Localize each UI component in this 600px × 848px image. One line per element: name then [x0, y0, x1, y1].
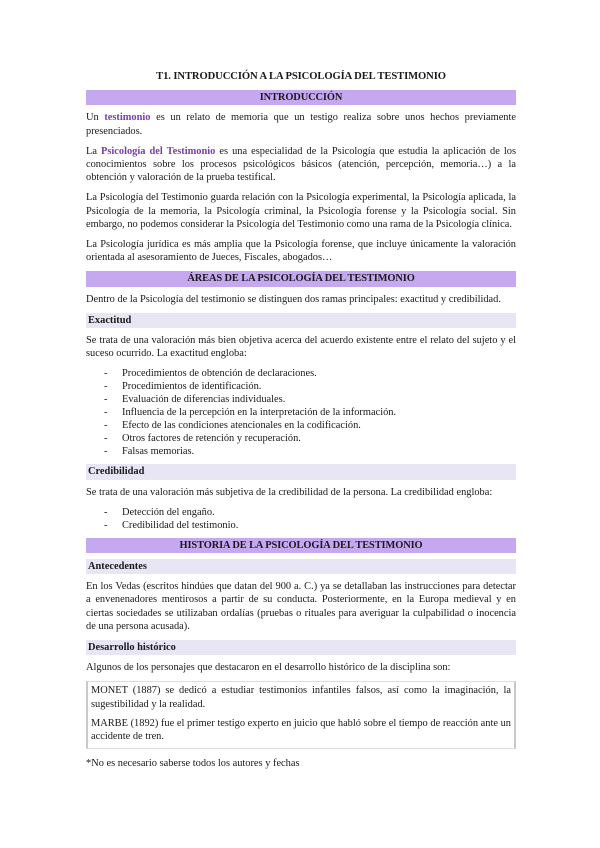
section-header-historia: HISTORIA DE LA PSICOLOGÍA DEL TESTIMONIO [86, 538, 516, 553]
list-item: - Otros factores de retención y recuperación. [86, 432, 516, 445]
list-exactitud [86, 367, 516, 458]
section-header-introduccion: INTRODUCCIÓN [86, 90, 516, 105]
paragraph-antecedentes: En los Vedas (escritos hindúes que datan del 900 a. C.) ya se detallaban las instrucciones para detectar a envenenadores mentirosos a partir de su conducta. Posteriormente, en la Europa medieval y en ciertas sociedades se utilizaban ordalías (pruebas o rituales para averiguar la culpabilidad o inocencia de una persona acusada). [86, 581, 516, 632]
list-item: - Evaluación de diferencias individuales. [86, 393, 516, 406]
paragraph-relaciones: La Psicología del Testimonio guarda relación con la Psicología experimental, la Psicología aplicada, la Psicología de la memoria, la Psicología criminal, la Psicología forense y la Psicología social. Sin embargo, no podemos considerar la Psicología del Testimonio como una rama de la Psicología clínica. [86, 192, 516, 230]
paragraph-ramas: Dentro de la Psicología del testimonio se distinguen dos ramas principales: exactitud y credibilidad. [86, 293, 501, 305]
subheader-exactitud: Exactitud [86, 313, 516, 328]
paragraph-juridica: La Psicología jurídica es más amplia que la Psicología forense, que incluye únicamente la valoración orientada al asesoramiento de Jueces, Fiscales, abogados… [86, 239, 516, 264]
section-header-areas: ÁREAS DE LA PSICOLOGÍA DEL TESTIMONIO [86, 271, 516, 286]
subheader-desarrollo: Desarrollo histórico [86, 640, 516, 655]
paragraph-psicologia-testimonio: La Psicología del Testimonio es una especialidad de la Psicología que estudia la aplicación de los conocimientos sobre los procesos psicológicos básicos (atención, percepción, memoria…) a la obtención y valoración de la prueba testifical. [86, 145, 517, 184]
paragraph-exactitud: Se trata de una valoración más bien objetiva acerca del acuerdo existente entre el relato del sujeto y el suceso ocurrido. La exactitud engloba: [86, 335, 516, 360]
list-item: - Falsas memorias. [86, 445, 516, 458]
list-credibilidad [86, 506, 516, 532]
authors-box [86, 681, 516, 749]
list-item: - Procedimientos de identificación. [86, 380, 516, 393]
subheader-antecedentes: Antecedentes [86, 559, 516, 574]
document-title: T1. INTRODUCCIÓN A LA PSICOLOGÍA DEL TESTIMONIO [156, 71, 446, 82]
list-item: - Credibilidad del testimonio. [86, 519, 516, 532]
paragraph-desarrollo: Algunos de los personajes que destacaron en el desarrollo histórico de la disciplina son: [86, 662, 451, 674]
list-item: - Efecto de las condiciones atencionales en la codificación. [86, 419, 516, 432]
paragraph-monet: MONET (1887) se dedicó a estudiar testimonios infantiles falsos, así como la imaginación, la sugestibilidad y la realidad. [91, 685, 511, 710]
paragraph-credibilidad: Se trata de una valoración más subjetiva de la credibilidad de la persona. La credibilidad engloba: [86, 486, 493, 498]
list-item: - Influencia de la percepción en la interpretación de la información. [86, 406, 516, 419]
footnote: *No es necesario saberse todos los autores y fechas [86, 758, 300, 770]
subheader-credibilidad: Credibilidad [86, 464, 516, 479]
list-item: - Detección del engaño. [86, 506, 516, 519]
paragraph-marbe: MARBE (1892) fue el primer testigo experto en juicio que habló sobre el tiempo de reacción ante un accidente de tren. [91, 717, 511, 743]
keyword-psicologia-testimonio: Psicología del Testimonio [101, 145, 216, 157]
list-item: - Procedimientos de obtención de declaraciones. [86, 367, 516, 380]
document-page [86, 70, 516, 771]
paragraph-testimonio: Un testimonio es un relato de memoria que un testigo realiza sobre unos hechos previamente presenciados. [86, 112, 516, 137]
keyword-testimonio: testimonio [104, 112, 151, 124]
